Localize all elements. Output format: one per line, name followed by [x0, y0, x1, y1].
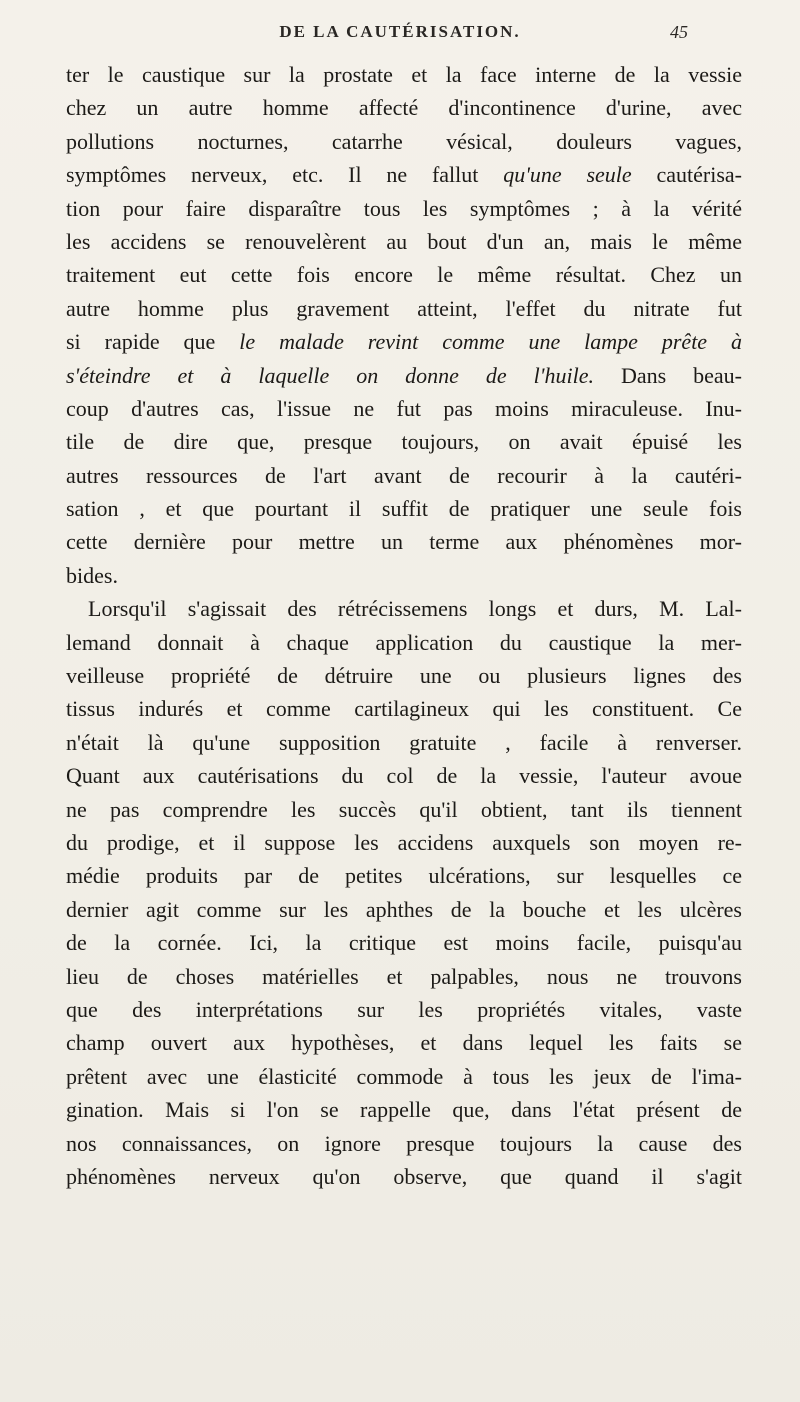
italic-phrase-qu-une-seule: qu'une seule	[503, 162, 632, 188]
text-line-4	[66, 158, 742, 191]
text-line-15: cette dernière pour mettre un terme aux phénomènes mor-	[66, 529, 742, 555]
text-line-9-start: si rapide que	[66, 329, 216, 355]
running-head: DE LA CAUTÉRISATION.	[279, 22, 521, 41]
text-line-32: gination. Mais si l'on se rappelle que, dans l'état présent de	[66, 1097, 742, 1123]
text-line-21: n'était là qu'une supposition gratuite , facile à renverser.	[66, 729, 742, 755]
text-line-4-end: cautérisa-	[656, 162, 742, 188]
text-line-3: pollutions nocturnes, catarrhe vésical, douleurs vagues,	[66, 128, 742, 154]
text-line-7: traitement eut cette fois encore le même résultat. Chez un	[66, 262, 742, 288]
text-line-20: tissus indurés et comme cartilagineux qui les constituent. Ce	[66, 696, 742, 722]
text-line-17: Lorsqu'il s'agissait des rétrécissemens longs et durs, M. Lal-	[88, 596, 742, 622]
text-line-13: autres ressources de l'art avant de recourir à la cautéri-	[66, 462, 742, 488]
text-line-26: dernier agit comme sur les aphthes de la bouche et les ulcères	[66, 896, 742, 922]
text-line-30: champ ouvert aux hypothèses, et dans lequel les faits se	[66, 1030, 742, 1056]
text-line-8: autre homme plus gravement atteint, l'effet du nitrate fut	[66, 295, 742, 321]
text-line-4-start: symptômes nerveux, etc. Il ne fallut	[66, 162, 479, 188]
text-line-12: tile de dire que, presque toujours, on avait épuisé les	[66, 429, 742, 455]
text-line-34: phénomènes nerveux qu'on observe, que quand il s'agit	[66, 1163, 742, 1189]
text-line-10	[66, 359, 742, 392]
text-line-1: ter le caustique sur la prostate et la face interne de la vessie	[66, 62, 742, 87]
page-header	[0, 22, 800, 52]
text-line-6: les accidens se renouvelèrent au bout d'un an, mais le même	[66, 228, 742, 254]
text-line-29: que des interprétations sur les propriétés vitales, vaste	[66, 996, 742, 1022]
text-line-9	[66, 325, 742, 358]
text-line-27: de la cornée. Ici, la critique est moins facile, puisqu'au	[66, 930, 742, 956]
italic-phrase-huile: s'éteindre et à laquelle on donne de l'huile.	[66, 362, 594, 388]
text-line-14: sation , et que pourtant il suffit de pratiquer une seule fois	[66, 496, 742, 522]
text-line-11: coup d'autres cas, l'issue ne fut pas moins miraculeuse. Inu-	[66, 395, 742, 421]
page-number: 45	[670, 22, 688, 42]
body-text	[66, 58, 742, 1193]
text-line-28: lieu de choses matérielles et palpables, nous ne trouvons	[66, 963, 742, 989]
text-line-24: du prodige, et il suppose les accidens auxquels son moyen re-	[66, 829, 742, 855]
text-line-25: médie produits par de petites ulcérations, sur lesquelles ce	[66, 863, 742, 889]
text-line-31: prêtent avec une élasticité commode à tous les jeux de l'ima-	[66, 1063, 742, 1089]
text-line-33: nos connaissances, on ignore presque toujours la cause des	[66, 1130, 742, 1156]
text-line-23: ne pas comprendre les succès qu'il obtient, tant ils tiennent	[66, 796, 742, 822]
text-line-2: chez un autre homme affecté d'incontinence d'urine, avec	[66, 95, 742, 121]
italic-phrase-lampe: le malade revint comme une lampe prête à	[239, 329, 743, 355]
text-line-19: veilleuse propriété de détruire une ou plusieurs lignes des	[66, 663, 742, 689]
text-line-22: Quant aux cautérisations du col de la vessie, l'auteur avoue	[66, 763, 742, 789]
text-line-5: tion pour faire disparaître tous les symptômes ; à la vérité	[66, 195, 742, 221]
text-line-16: bides.	[66, 562, 118, 588]
text-line-10-end: Dans beau-	[620, 362, 743, 388]
text-line-18: lemand donnait à chaque application du caustique la mer-	[66, 629, 742, 655]
